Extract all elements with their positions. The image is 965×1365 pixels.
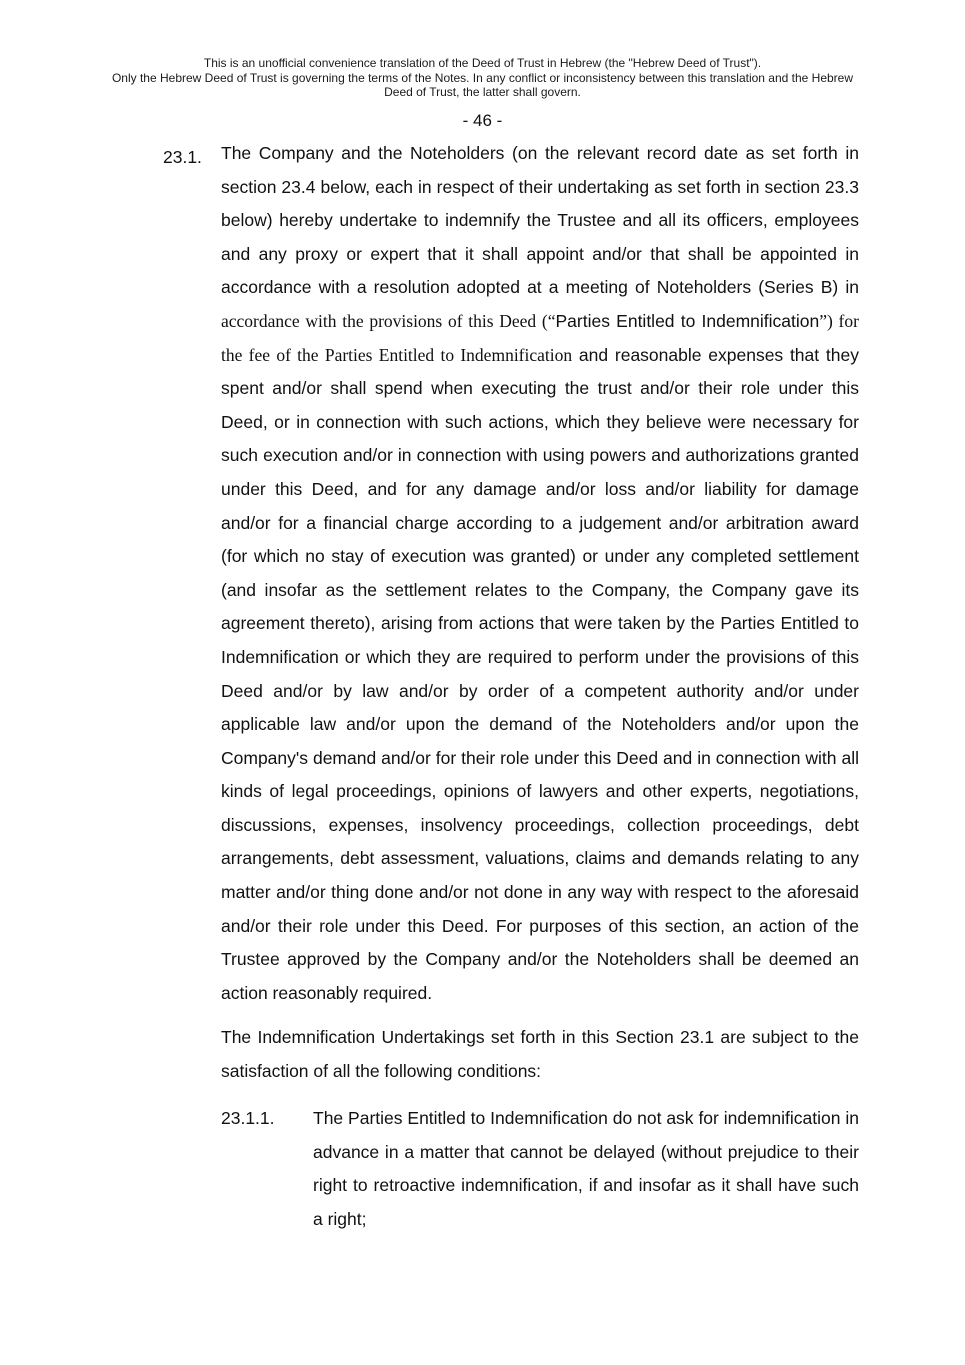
defined-term: Parties Entitled to Indemnification xyxy=(555,310,820,331)
clause-text-part-1: The Company and the Noteholders (on the relevant record date as set forth in section 23.4 below, each in respect of their undertaking as set forth in section 23.3 below) hereby undertake to indemnify the Trustee and all its officers, employees and any proxy or expert that it shall appoint and/or that shall be appointed in accordance with a resolution adopted at a meeting of Noteholders (Series B) in xyxy=(221,143,859,298)
disclaimer-line-1: This is an unofficial convenience translation of the Deed of Trust in Hebrew (the "Hebrew Deed of Trust"). xyxy=(203,56,762,70)
subclause-number: 23.1.1. xyxy=(221,1108,275,1128)
clause-text-part-4: and reasonable expenses that they spent and/or shall spend when executing the trust and/or their role under this Deed, or in connection with such actions, which they believe were necessary for such execution and/or in connection with using powers and authorizations granted under this Deed, and for any damage and/or loss and/or liability for damage and/or for a financial charge according to a judgement and/or arbitration award (for which no stay of execution was granted) or under any completed settlement (and insofar as the settlement relates to the Company, the Company gave its agreement thereto), arising from actions that were taken by the Parties Entitled to Indemnification or which they are required to perform under the provisions of this Deed and/or by law and/or by order of a competent authority and/or under applicable law and/or upon the demand of the Noteholders and/or upon the Company's demand and/or for their role under this Deed and in connection with all kinds of legal proceedings, opinions of lawyers and other experts, negotiations, discussions, expenses, insolvency proceedings, collection proceedings, debt arrangements, debt assessment, valuations, claims and demands relating to any matter and/or thing done and/or not done in any way with respect to the aforesaid and/or their role under this Deed. For purposes of this section, an action of the Trustee approved by the Company and/or the Noteholders shall be deemed an action reasonably required. xyxy=(221,344,859,1003)
disclaimer-line-3: Deed of Trust, the latter shall govern. xyxy=(384,85,581,99)
translation-disclaimer-header xyxy=(100,56,865,100)
clause-text-part-2: accordance with the provisions of this Deed (“ xyxy=(221,310,556,331)
clause-number: 23.1. xyxy=(163,147,202,167)
clause-paragraph xyxy=(221,137,859,1010)
disclaimer-line-2: Only the Hebrew Deed of Trust is governing the terms of the Notes. In any conflict or inconsistency between this translation and the Hebrew xyxy=(111,70,854,85)
subclause-body: The Parties Entitled to Indemnification do not ask for indemnification in advance in a matter that cannot be delayed (without prejudice to their right to retroactive indemnification, if and insofar as it shall have such a right; xyxy=(313,1108,859,1229)
clause-body xyxy=(221,137,859,1010)
page-number: - 46 - xyxy=(462,111,503,130)
clause-text-part-3: ”) for the fee of the Parties Entitled to Indemnification xyxy=(221,310,859,365)
conditions-intro-paragraph: The Indemnification Undertakings set forth in this Section 23.1 are subject to the satisfaction of all the following conditions: xyxy=(221,1027,859,1081)
